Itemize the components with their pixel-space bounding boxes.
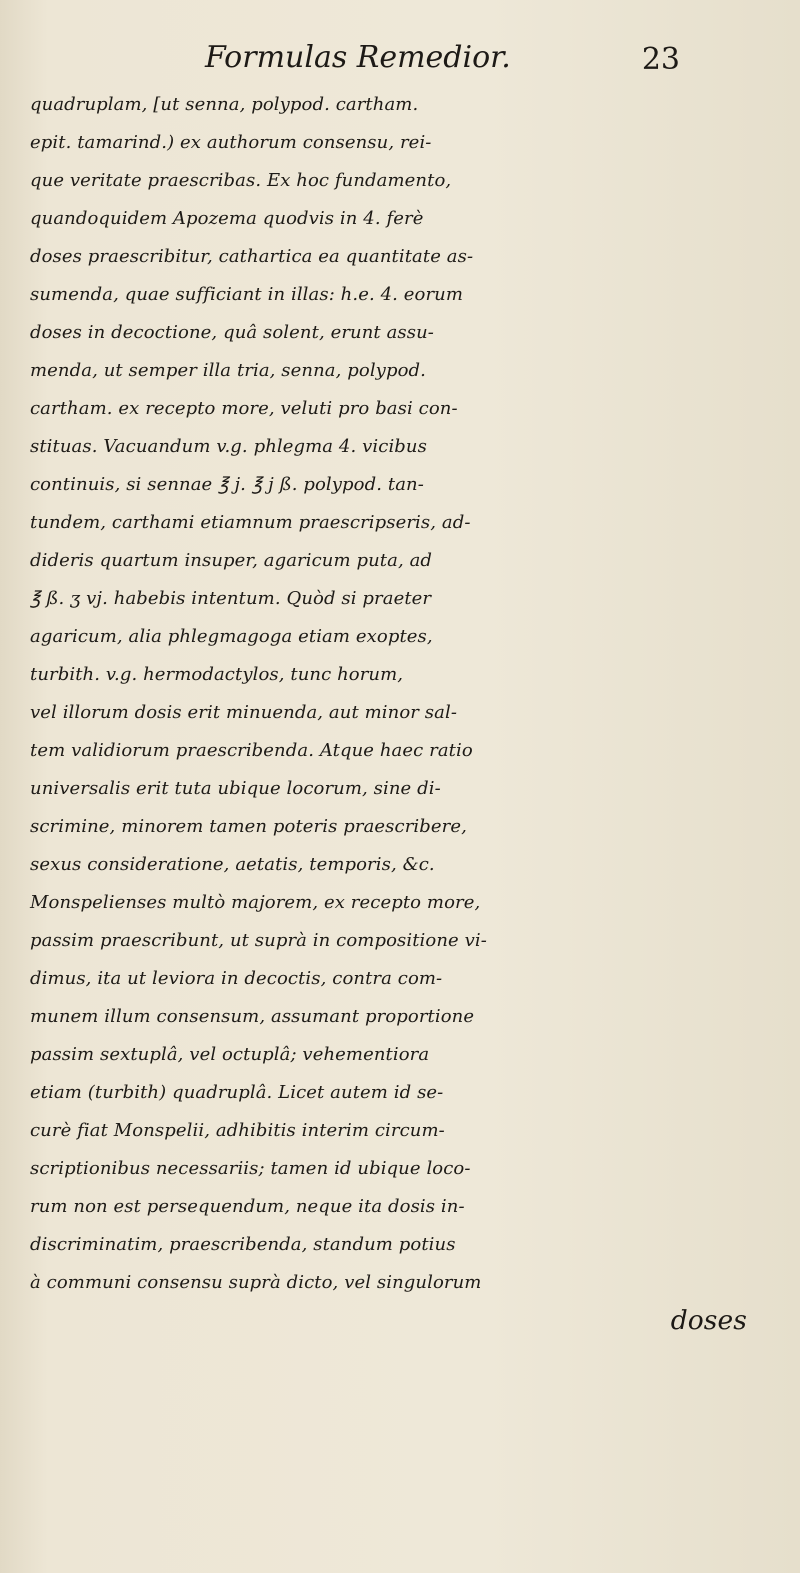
text-line: tundem, carthami etiamnum praescripseris, ad- (30, 512, 471, 533)
text-line: munem illum consensum, assumant proportione (30, 1006, 475, 1027)
running-head-title: Formulas Remedior. (205, 40, 511, 75)
text-line: quandoquidem Apozema quodvis in 4. ferè (30, 208, 424, 229)
catchword: doses (670, 1305, 747, 1336)
text-line: rum non est persequendum, neque ita dosis in- (30, 1196, 465, 1217)
text-line: discriminatim, praescribenda, standum potius (30, 1234, 456, 1255)
text-line: epit. tamarind.) ex authorum consensu, rei- (30, 132, 432, 153)
page-number: 23 (641, 42, 680, 77)
text-line: passim praescribunt, ut suprà in compositione vi- (30, 930, 487, 951)
text-line: que veritate praescribas. Ex hoc fundamento, (30, 170, 452, 191)
text-line: vel illorum dosis erit minuenda, aut minor sal- (30, 702, 457, 723)
text-line: turbith. v.g. hermodactylos, tunc horum, (30, 664, 404, 685)
text-line: continuis, si sennae ℥ j. ℥ j ß. polypod. tan- (30, 474, 424, 495)
text-line: Monspelienses multò majorem, ex recepto more, (30, 892, 481, 913)
text-line: sumenda, quae sufficiant in illas: h.e. 4. eorum (30, 284, 464, 305)
text-line: passim sextuplâ, vel octuplâ; vehementiora (30, 1044, 430, 1065)
text-line: curè fiat Monspelii, adhibitis interim circum- (30, 1120, 445, 1141)
running-head (0, 40, 800, 84)
body-text (30, 86, 785, 1340)
text-line: dideris quartum insuper, agaricum puta, ad (30, 550, 433, 571)
text-line: scrimine, minorem tamen poteris praescribere, (30, 816, 467, 837)
text-line: stituas. Vacuandum v.g. phlegma 4. vicibus (30, 436, 427, 457)
text-line: cartham. ex recepto more, veluti pro basi con- (30, 398, 458, 419)
text-line: ℥ ß. ʒ vj. habebis intentum. Quòd si praeter (30, 588, 432, 609)
text-line: agaricum, alia phlegmagoga etiam exoptes, (30, 626, 433, 647)
text-line: universalis erit tuta ubique locorum, sine di- (30, 778, 441, 799)
text-line: doses praescribitur, cathartica ea quantitate as- (30, 246, 474, 267)
text-line: tem validiorum praescribenda. Atque haec ratio (30, 740, 473, 761)
text-line: etiam (turbith) quadruplâ. Licet autem id se- (30, 1082, 444, 1103)
text-line: sexus consideratione, aetatis, temporis, &c. (30, 854, 435, 875)
text-line: dimus, ita ut leviora in decoctis, contra com- (30, 968, 443, 989)
text-line: quadruplam, [ut senna, polypod. cartham. (30, 94, 419, 115)
text-line: à communi consensu suprà dicto, vel singulorum (30, 1272, 482, 1293)
text-line: doses in decoctione, quâ solent, erunt assu- (30, 322, 434, 343)
text-line: menda, ut semper illa tria, senna, polypod. (30, 360, 426, 381)
text-line: scriptionibus necessariis; tamen id ubique loco- (30, 1158, 471, 1179)
